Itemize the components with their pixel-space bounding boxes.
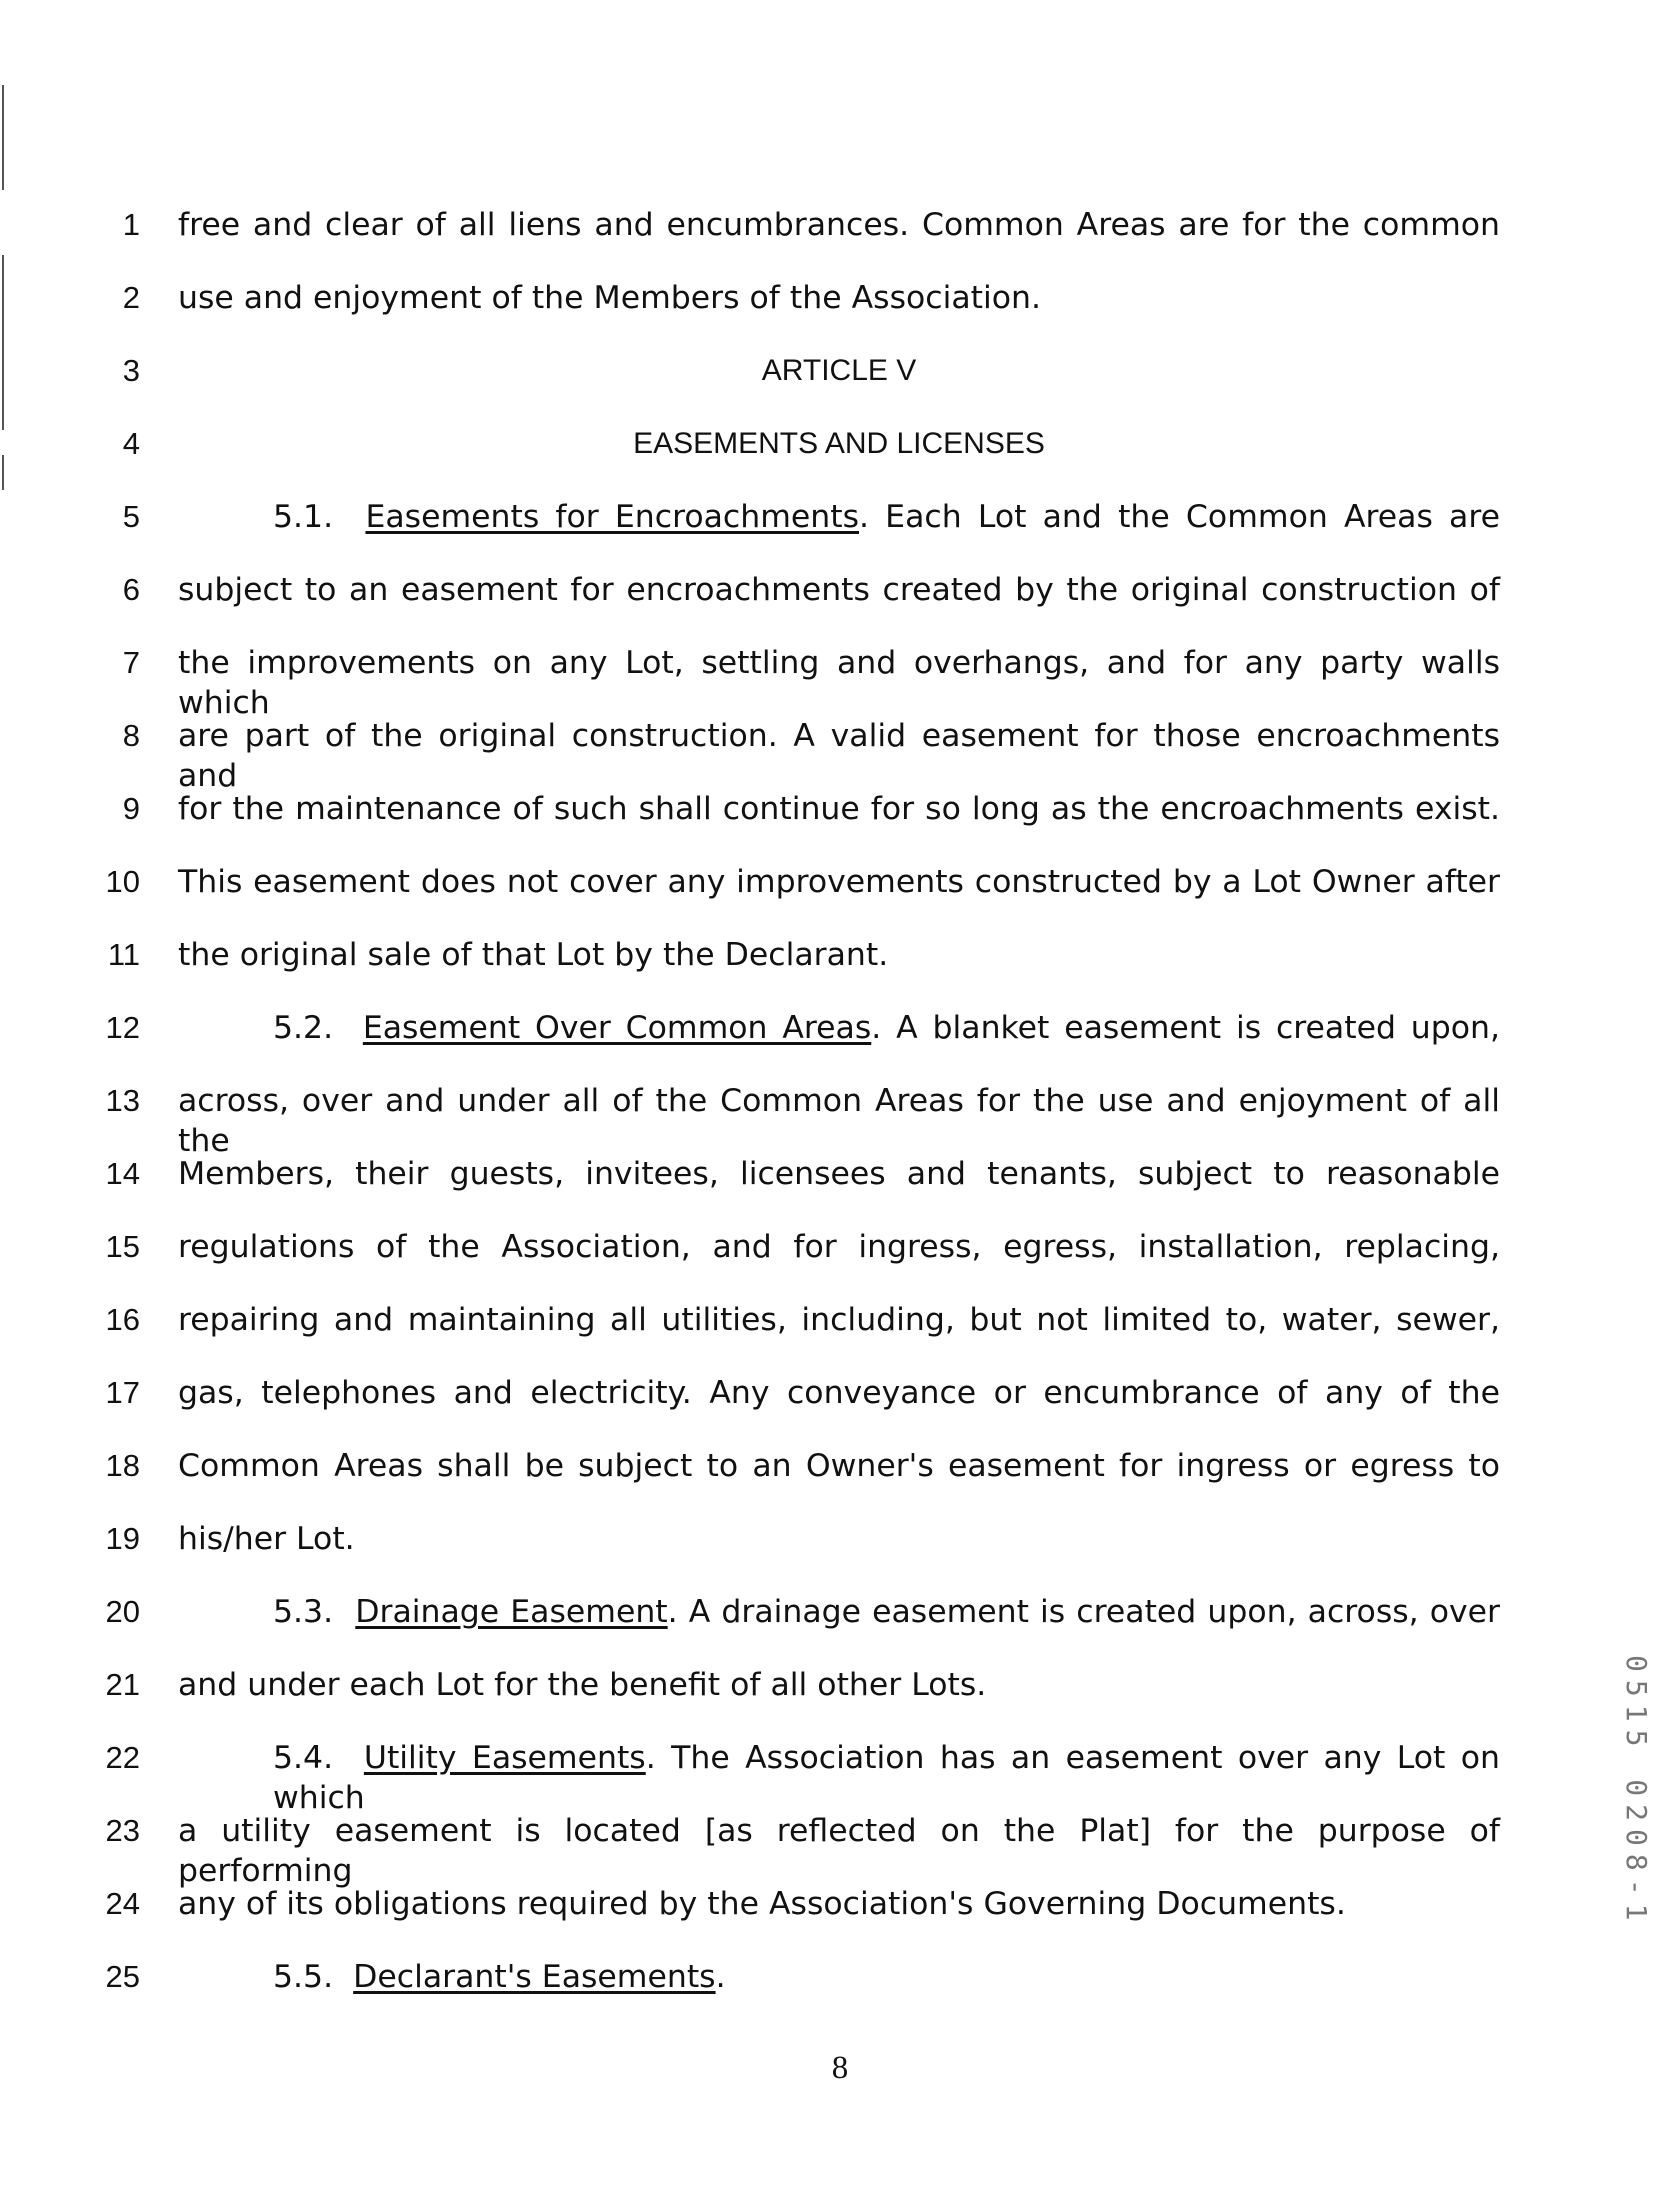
body-line: the improvements on any Lot, settling and overhangs, and for any party walls which bbox=[178, 645, 1500, 721]
line-number: 20 bbox=[105, 1594, 140, 1629]
line-number: 5 bbox=[122, 499, 140, 534]
section-number: 5.5. bbox=[273, 1959, 334, 1995]
line-number: 7 bbox=[122, 645, 140, 680]
body-line: subject to an easement for encroachments created by the original construction of bbox=[178, 572, 1500, 608]
body-line: and under each Lot for the benefit of all other Lots. bbox=[178, 1667, 987, 1703]
body-line: Members, their guests, invitees, licensees and tenants, subject to reasonable bbox=[178, 1156, 1500, 1192]
section-number: 5.1. bbox=[273, 499, 334, 535]
section-5-2-line bbox=[178, 1008, 1500, 1048]
line-number: 6 bbox=[122, 572, 140, 607]
body-line: the original sale of that Lot by the Declarant. bbox=[178, 937, 889, 973]
section-number: 5.2. bbox=[273, 1010, 334, 1046]
scan-mark bbox=[2, 85, 4, 190]
section-5-4-line bbox=[178, 1738, 1500, 1818]
line-number: 2 bbox=[122, 280, 140, 315]
section-number: 5.3. bbox=[273, 1594, 334, 1630]
body-line: This easement does not cover any improvements constructed by a Lot Owner after bbox=[178, 864, 1500, 900]
section-text: . The Association has an easement over any Lot on which bbox=[273, 1740, 1500, 1816]
section-5-3-line bbox=[178, 1592, 1500, 1632]
section-heading: Easements for Encroachments bbox=[365, 499, 859, 535]
body-line: across, over and under all of the Common Areas for the use and enjoyment of all the bbox=[178, 1083, 1500, 1159]
section-number: 5.4. bbox=[273, 1740, 334, 1776]
section-text: . A blanket easement is created upon, bbox=[871, 1010, 1500, 1046]
line-number: 24 bbox=[105, 1886, 140, 1921]
section-heading: Easement Over Common Areas bbox=[362, 1010, 872, 1046]
line-number: 23 bbox=[105, 1813, 140, 1848]
body-line: use and enjoyment of the Members of the Association. bbox=[178, 280, 1041, 316]
line-number: 17 bbox=[105, 1375, 140, 1410]
body-line: Common Areas shall be subject to an Owner's easement for ingress or egress to bbox=[178, 1448, 1500, 1484]
body-line: repairing and maintaining all utilities, including, but not limited to, water, sewer, bbox=[178, 1302, 1500, 1338]
section-5-5-line bbox=[178, 1957, 1500, 1997]
page-number: 8 bbox=[831, 2050, 849, 2086]
section-5-1-line bbox=[178, 497, 1500, 537]
line-number: 16 bbox=[105, 1302, 140, 1337]
section-text: . bbox=[715, 1959, 726, 1995]
section-text: . A drainage easement is created upon, across, over bbox=[667, 1594, 1500, 1630]
line-number: 21 bbox=[105, 1667, 140, 1702]
body-line: free and clear of all liens and encumbrances. Common Areas are for the common bbox=[178, 207, 1500, 243]
line-number: 11 bbox=[107, 937, 140, 972]
line-number: 15 bbox=[105, 1229, 140, 1264]
line-number: 9 bbox=[122, 791, 140, 826]
article-number: ARTICLE V bbox=[761, 354, 917, 387]
body-line: gas, telephones and electricity. Any conveyance or encumbrance of any of the bbox=[178, 1375, 1500, 1411]
line-number: 14 bbox=[105, 1156, 140, 1191]
recording-stamp bbox=[1605, 1655, 1665, 1955]
body-line: his/her Lot. bbox=[178, 1521, 355, 1557]
line-number: 10 bbox=[105, 864, 140, 899]
section-heading: Drainage Easement bbox=[355, 1594, 668, 1630]
scan-mark bbox=[2, 455, 4, 490]
body-line: a utility easement is located [as reflected on the Plat] for the purpose of performing bbox=[178, 1813, 1500, 1889]
body-line: are part of the original construction. A valid easement for those encroachments and bbox=[178, 718, 1500, 794]
line-number: 22 bbox=[105, 1740, 140, 1775]
scan-mark bbox=[2, 255, 4, 430]
section-heading: Utility Easements bbox=[363, 1740, 646, 1776]
line-number: 4 bbox=[122, 426, 140, 461]
line-number: 8 bbox=[122, 718, 140, 753]
recording-stamp-text: 0515 0208-1 bbox=[1620, 1655, 1653, 1929]
line-number: 3 bbox=[122, 353, 140, 388]
line-number: 13 bbox=[105, 1083, 140, 1118]
article-title: EASEMENTS AND LICENSES bbox=[633, 427, 1045, 460]
section-heading: Declarant's Easements bbox=[353, 1959, 716, 1995]
line-number: 19 bbox=[105, 1521, 140, 1556]
body-line: any of its obligations required by the Association's Governing Documents. bbox=[178, 1886, 1346, 1922]
body-line: for the maintenance of such shall continue for so long as the encroachments exist. bbox=[178, 791, 1500, 827]
line-number: 25 bbox=[105, 1959, 140, 1994]
line-number: 18 bbox=[105, 1448, 140, 1483]
line-number: 12 bbox=[105, 1010, 140, 1045]
line-number: 1 bbox=[122, 207, 140, 242]
body-line: regulations of the Association, and for ingress, egress, installation, replacing, bbox=[178, 1229, 1500, 1265]
section-text: . Each Lot and the Common Areas are bbox=[859, 499, 1500, 535]
